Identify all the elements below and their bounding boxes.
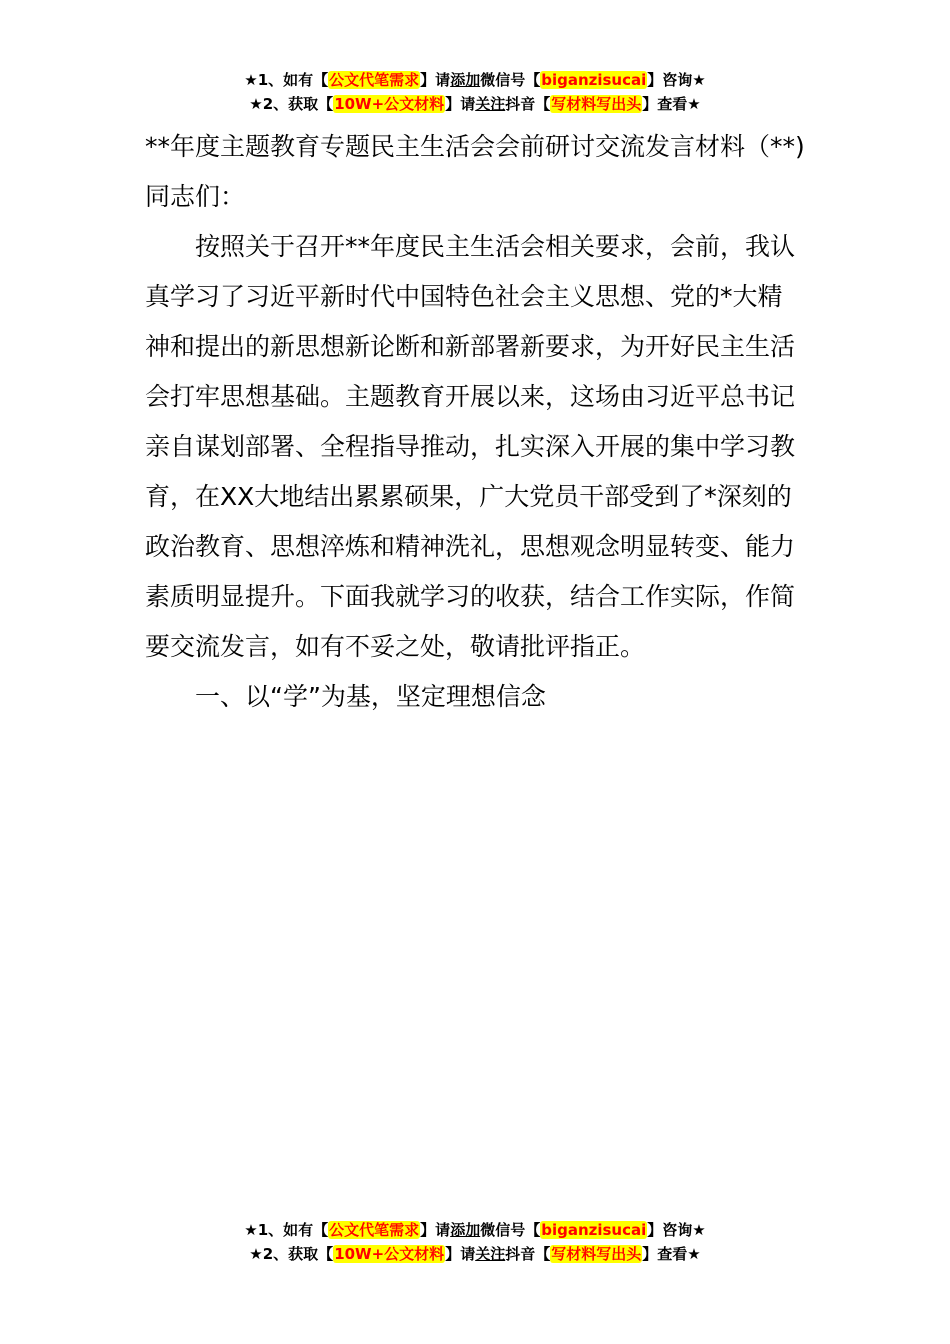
banner-highlight: 公文代笔需求 bbox=[329, 1221, 420, 1239]
banner-text: 】请 bbox=[420, 71, 451, 89]
banner-highlight: 10W+公文材料 bbox=[334, 95, 445, 113]
banner-text: ★1、如有【 bbox=[244, 71, 329, 89]
banner-text: 】查看★ bbox=[642, 1245, 701, 1263]
banner-underline-text: 添加 bbox=[450, 71, 481, 89]
banner-highlight: 10W+公文材料 bbox=[334, 1245, 445, 1263]
banner-line-1 bbox=[0, 1218, 950, 1242]
banner-underline-text: 关注 bbox=[475, 95, 506, 113]
banner-highlight: biganzisucai bbox=[541, 71, 647, 89]
banner-highlight: 写材料写出头 bbox=[551, 1245, 642, 1263]
banner-text: 】咨询★ bbox=[647, 1221, 706, 1239]
banner-highlight: biganzisucai bbox=[541, 1221, 647, 1239]
document-title: **年度主题教育专题民主生活会会前研讨交流发言材料（**) bbox=[145, 132, 805, 161]
banner-line-1 bbox=[0, 68, 950, 92]
banner-text: 抖音【 bbox=[505, 1245, 551, 1263]
banner-underline-text: 添加 bbox=[450, 1221, 481, 1239]
banner-text: 微信号【 bbox=[480, 1221, 541, 1239]
footer-banner bbox=[0, 1218, 950, 1266]
banner-text: ★2、获取【 bbox=[249, 95, 334, 113]
banner-text: 微信号【 bbox=[480, 71, 541, 89]
banner-highlight: 公文代笔需求 bbox=[329, 71, 420, 89]
banner-text: 】请 bbox=[445, 95, 476, 113]
banner-line-2 bbox=[0, 1242, 950, 1266]
banner-text: ★1、如有【 bbox=[244, 1221, 329, 1239]
banner-line-2 bbox=[0, 92, 950, 116]
banner-text: 】请 bbox=[445, 1245, 476, 1263]
banner-text: 】查看★ bbox=[642, 95, 701, 113]
document-body bbox=[145, 122, 807, 722]
banner-highlight: 写材料写出头 bbox=[551, 95, 642, 113]
banner-text: 】请 bbox=[420, 1221, 451, 1239]
banner-text: ★2、获取【 bbox=[249, 1245, 334, 1263]
body-paragraph: 按照关于召开**年度民主生活会相关要求，会前，我认真学习了习近平新时代中国特色社会主义思想、党的*大精神和提出的新思想新论断和新部署新要求，为开好民主生活会打牢思想基础。主题教育开展以来，这场由习近平总书记亲自谋划部署、全程指导推动，扎实深入开展的集中学习教育，在XX大地结出累累硕果，广大党员干部受到了*深刻的政治教育、思想淬炼和精神洗礼，思想观念明显转变、能力素质明显提升。下面我就学习的收获，结合工作实际，作简要交流发言，如有不妥之处，敬请批评指正。 bbox=[145, 232, 796, 661]
section-heading: 一、以“学”为基，坚定理想信念 bbox=[195, 682, 546, 711]
banner-text: 】咨询★ bbox=[647, 71, 706, 89]
header-banner bbox=[0, 68, 950, 116]
banner-underline-text: 关注 bbox=[475, 1245, 506, 1263]
banner-text: 抖音【 bbox=[505, 95, 551, 113]
salutation: 同志们： bbox=[145, 182, 246, 211]
